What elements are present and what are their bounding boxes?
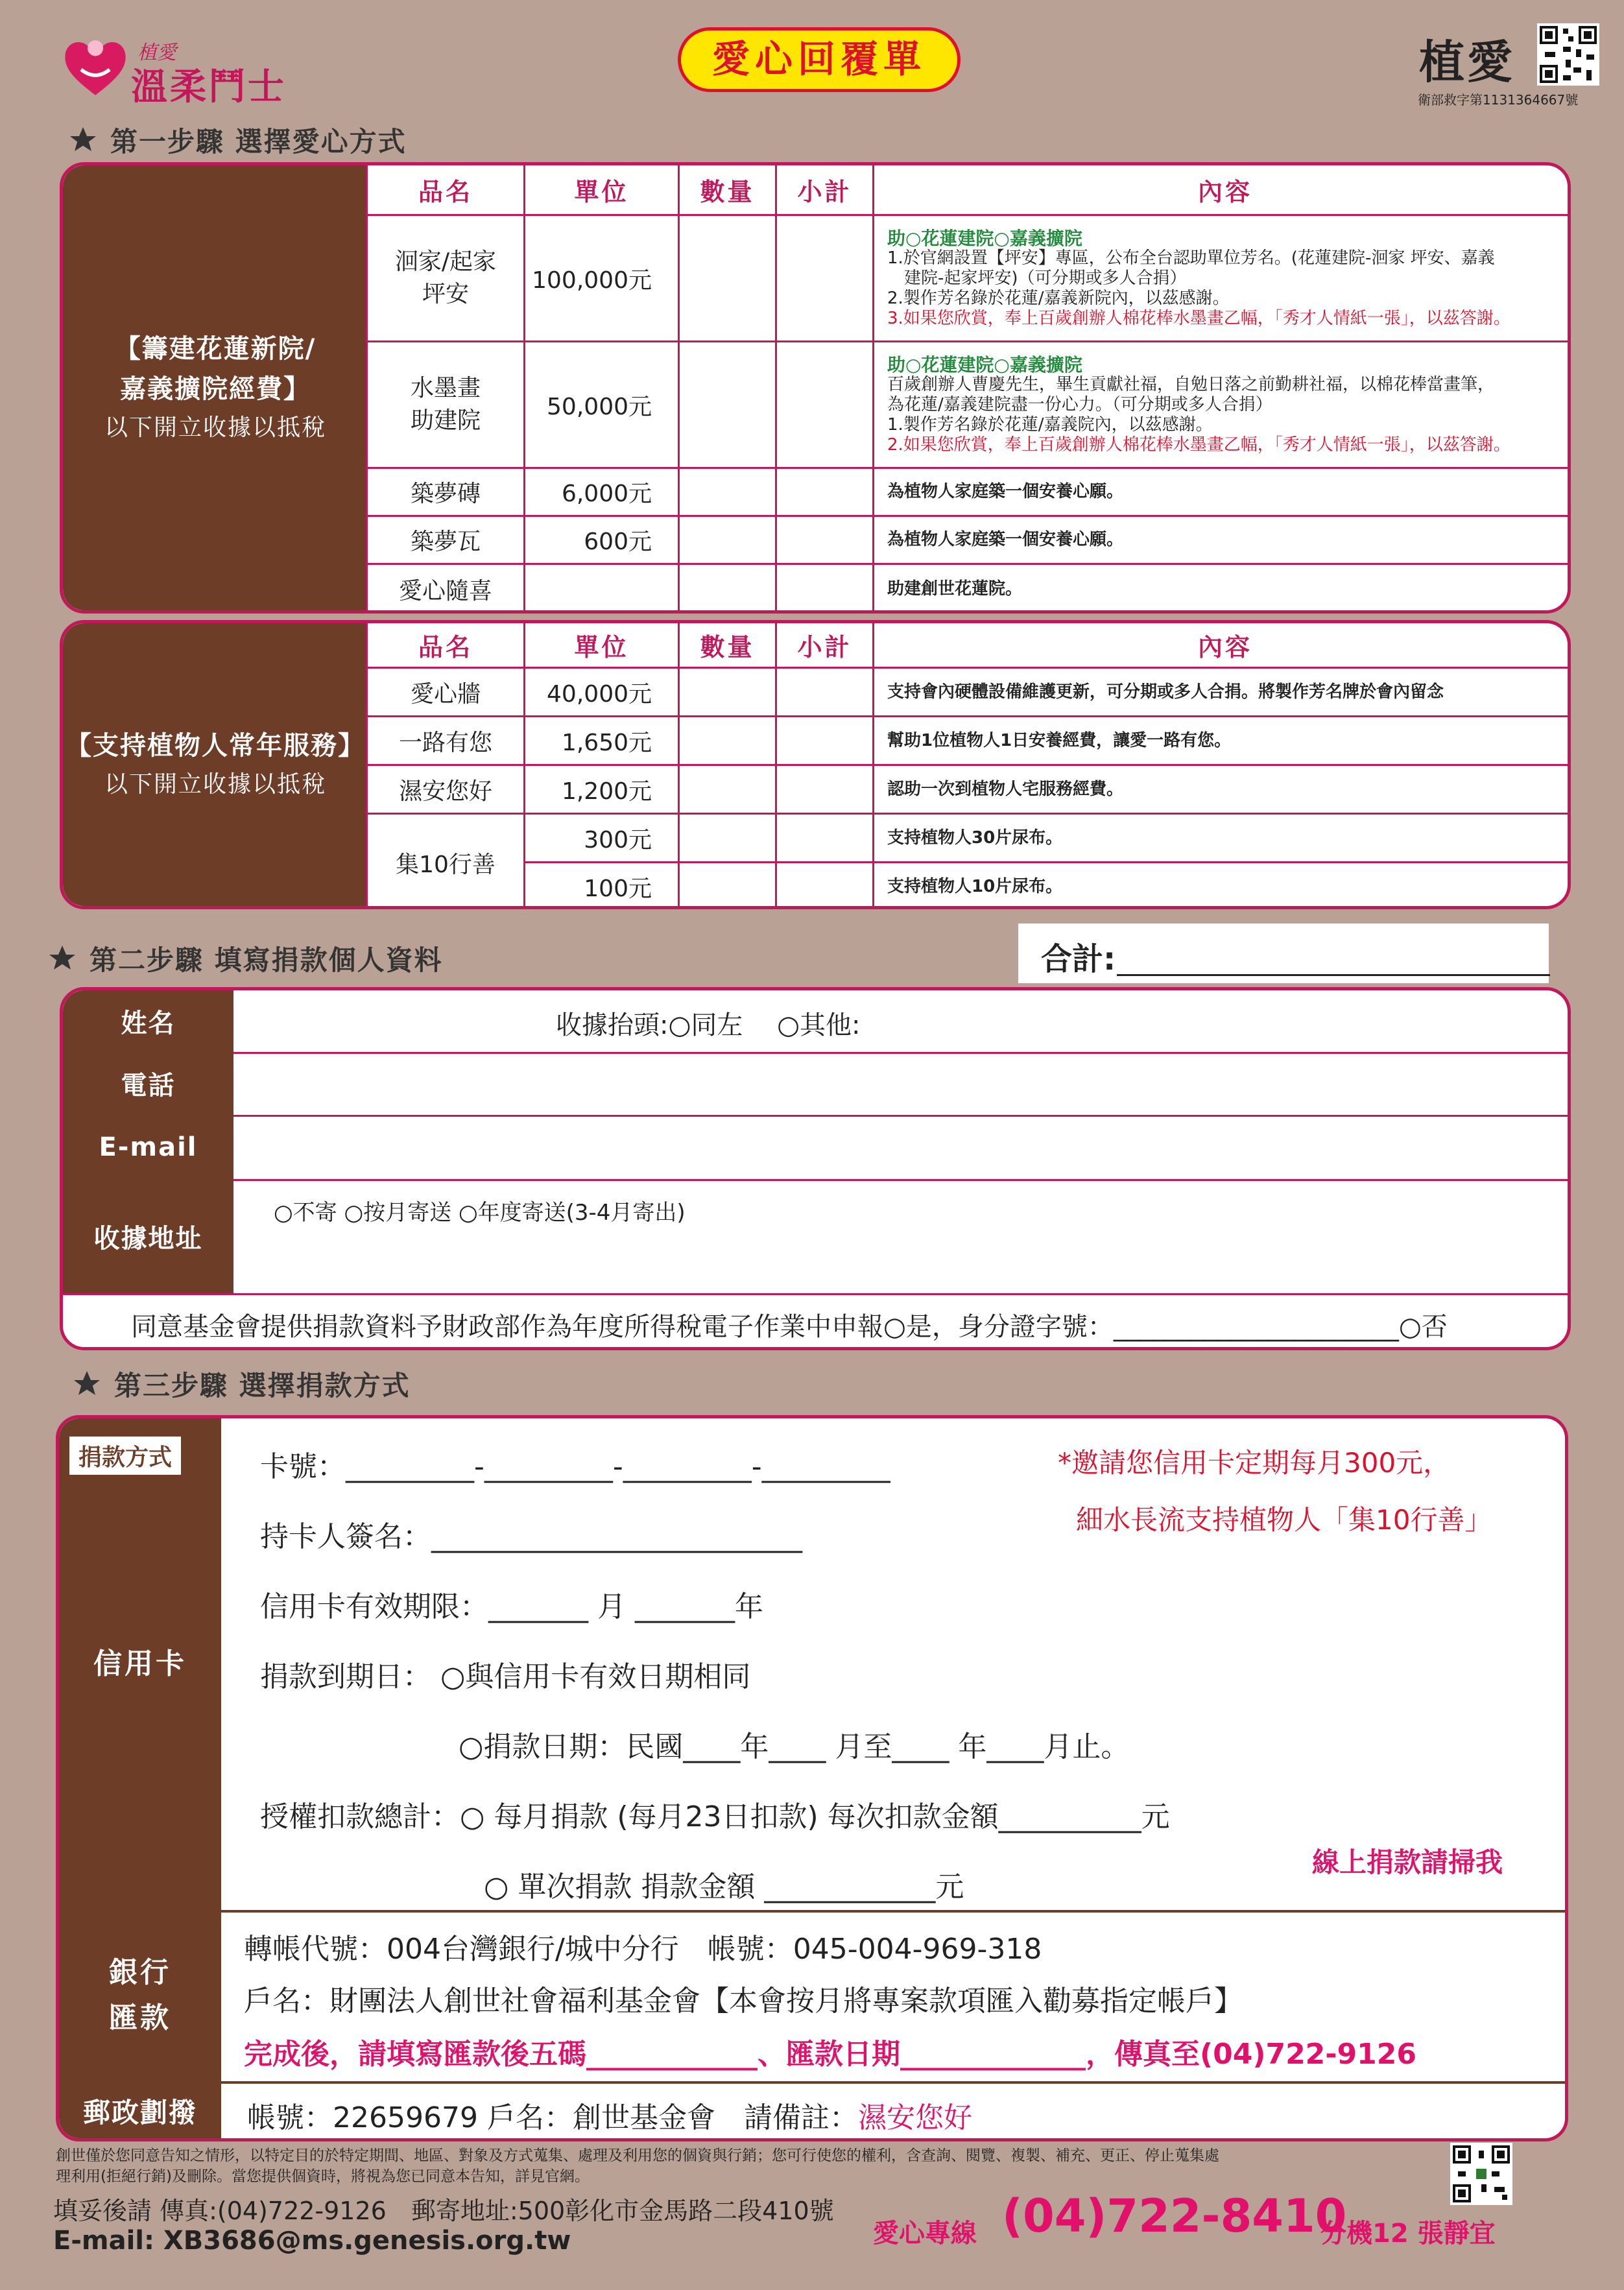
subtotal-cell[interactable] (776, 765, 874, 814)
content-line: 建院-起家坪安)（可分期或多人合捐） (887, 268, 1187, 288)
item-unit: 300元 (525, 814, 679, 863)
heart-logo-icon (60, 32, 131, 104)
content-line: 1.製作芳名錄於花蓮/嘉義院內，以茲感謝。 (887, 414, 1213, 435)
card-number-field[interactable]: 卡號：_________-_________-_________-_________ (260, 1450, 890, 1483)
item-unit: 1,650元 (525, 717, 679, 765)
qty-cell[interactable] (679, 564, 776, 614)
bank-transfer-section (59, 1910, 1565, 2084)
table-row (367, 863, 1571, 910)
qr-code-icon[interactable] (1450, 2143, 1512, 2205)
star-icon (71, 1368, 102, 1400)
qty-cell[interactable] (679, 342, 776, 468)
monthly-donation-option[interactable]: 授權扣款總計：○ 每月捐款 (每月23日扣款) 每次扣款金額__________元 (260, 1800, 1170, 1833)
step2-heading-text: 第二步驟 填寫捐款個人資料 (90, 944, 443, 976)
card-expiry-field[interactable]: 信用卡有效期限：_______ 月 _______年 (260, 1590, 763, 1623)
item-name: 愛心牆 (367, 668, 525, 717)
content-red-line: 3.如果您欣賞，奉上百歲創辦人棉花棒水墨畫乙幅，「秀才人情紙一張」，以茲答謝。 (887, 308, 1511, 328)
table-row (367, 215, 1571, 342)
postal-account-text: 帳號：22659679 戶名：創世基金會 請備註： (247, 2101, 858, 2134)
subtotal-cell[interactable] (776, 516, 874, 564)
step1-heading-text: 第一步驟 選擇愛心方式 (110, 126, 407, 158)
col-header-unit: 單位 (525, 623, 679, 668)
subtotal-cell[interactable] (776, 863, 874, 910)
table-row (367, 516, 1571, 564)
address-label: 收據地址 (63, 1179, 233, 1293)
table-row (367, 342, 1571, 468)
table2-left-panel (63, 623, 368, 906)
item-content (874, 342, 1571, 468)
table-row (367, 717, 1571, 765)
item-name: 愛心隨喜 (367, 564, 525, 614)
payment-methods (56, 1415, 1568, 2141)
content-title: 助○花蓮建院○嘉義擴院 (887, 353, 1082, 376)
subtotal-cell[interactable] (776, 668, 874, 717)
table-row (367, 668, 1571, 717)
hotline-extension: 分機12 張靜宜 (1320, 2219, 1496, 2248)
content-line: 為花蓮/嘉義建院盡一份心力。（可分期或多人合捐） (887, 394, 1272, 414)
table-row (367, 564, 1571, 614)
col-header-unit: 單位 (525, 165, 679, 215)
item-content (874, 215, 1571, 342)
col-header-name: 品名 (367, 165, 525, 215)
subtotal-cell[interactable] (776, 215, 874, 342)
contact-email[interactable]: E-mail: XB3686@ms.genesis.org.tw (53, 2226, 571, 2256)
bank-label-line1: 銀行 (109, 1956, 171, 1989)
subtotal-cell[interactable] (776, 342, 874, 468)
table2-grid (366, 621, 1571, 909)
credit-card-label: 信用卡 (59, 1418, 221, 1910)
content-line: 2.製作芳名錄於花蓮/嘉義新院內，以茲感謝。 (887, 288, 1230, 308)
item-name: 水墨畫 助建院 (367, 342, 525, 468)
privacy-notice (56, 2145, 1444, 2187)
scan-online-hint: 線上捐款請掃我 (1312, 1846, 1503, 1878)
date-range-option[interactable]: ○捐款日期：民國____年____ 月至____ 年____月止。 (459, 1730, 1130, 1763)
privacy-line-2: 理利用(拒絕行銷)及刪除。當您提供個資時，將視為您已同意本告知，詳見官網。 (56, 2168, 590, 2185)
email-row (63, 1115, 1568, 1181)
invite-line-1: *邀請您信用卡定期每月300元， (1058, 1447, 1451, 1479)
content-line: 百歲創辦人曹慶先生，畢生貢獻社福，自勉日落之前勤耕社福，以棉花棒當畫筆， (887, 374, 1495, 394)
col-header-qty: 數量 (679, 623, 776, 668)
item-name: 築夢磚 (367, 468, 525, 516)
subtotal-cell[interactable] (776, 717, 874, 765)
hotline-label: 愛心專線 (873, 2219, 977, 2248)
col-header-content: 內容 (874, 165, 1571, 215)
item-name: 一路有您 (367, 717, 525, 765)
item-name: 集10行善 (367, 814, 525, 910)
name-label: 姓名 (63, 990, 233, 1052)
total-label: 合計: (1041, 941, 1116, 977)
phone-label: 電話 (63, 1052, 233, 1115)
logo-small-text: 植愛 (137, 42, 176, 64)
col-header-subtotal: 小計 (776, 623, 874, 668)
item-content: 為植物人家庭築一個安養心願。 (874, 516, 1571, 564)
qty-cell[interactable] (679, 468, 776, 516)
item-unit: 100,000元 (525, 215, 679, 342)
privacy-line-1: 創世僅於您同意告知之情形，以特定目的於特定期間、地區、對象及方式蒐集、處理及利用您的個資與行銷；您可行使您的權利，含查詢、閱覽、複製、補充、更正、停止蒐集處 (56, 2147, 1219, 2164)
item-name: 洄家/起家 坪安 (367, 215, 525, 342)
personal-info-form (60, 987, 1571, 1350)
item-name: 築夢瓦 (367, 516, 525, 564)
hotline-number[interactable]: (04)722-8410 (1002, 2189, 1347, 2243)
item-unit: 40,000元 (525, 668, 679, 717)
postal-note: 濕安您好 (857, 2101, 972, 2134)
bank-account-name: 戶名：財團法人創世社會福利基金會【本會按月將專案款項匯入勸募指定帳戶】 (244, 1985, 1243, 2018)
qty-cell[interactable] (679, 765, 776, 814)
email-label: E-mail (63, 1115, 233, 1179)
content-red-line: 2.如果您欣賞，奉上百歲創辦人棉花棒水墨畫乙幅，「秀才人情紙一張」，以茲答謝。 (887, 435, 1511, 455)
item-content: 為植物人家庭築一個安養心願。 (874, 468, 1571, 516)
brand-name: 植愛 (1419, 35, 1515, 89)
table1-title-line2: 嘉義擴院經費】 (120, 374, 311, 404)
cardholder-signature-field[interactable]: 持卡人簽名：__________________________ (260, 1520, 802, 1553)
item-content: 支持植物人30片尿布。 (874, 814, 1571, 863)
donation-table-2 (60, 620, 1571, 909)
postal-transfer-section (59, 2081, 1565, 2141)
tax-consent[interactable]: 同意基金會提供捐款資料予財政部作為年度所得稅電子作業中申報○是，身分證字號：______________________○否 (131, 1312, 1448, 1342)
end-date-option[interactable]: 捐款到期日： ○與信用卡有效日期相同 (260, 1660, 751, 1693)
item-unit: 6,000元 (525, 468, 679, 516)
qty-cell[interactable] (679, 814, 776, 863)
logo (60, 26, 306, 110)
table-row (367, 765, 1571, 814)
table2-title: 【支持植物人常年服務】 (66, 731, 365, 761)
subtotal-cell[interactable] (776, 468, 874, 516)
item-content: 支持會內硬體設備維護更新，可分期或多人合捐。將製作芳名牌於會內留念 (874, 668, 1571, 717)
single-donation-option[interactable]: ○ 單次捐款 捐款金額 ____________元 (484, 1870, 964, 1903)
page-title: 愛心回覆單 (678, 27, 961, 92)
phone-row (63, 1052, 1568, 1117)
col-header-content: 內容 (874, 623, 1571, 668)
qty-cell[interactable] (679, 863, 776, 910)
col-header-qty: 數量 (679, 165, 776, 215)
item-content: 認助一次到植物人宅服務經費。 (874, 765, 1571, 814)
table-row (367, 814, 1571, 863)
item-content: 幫助1位植物人1日安養經費，讓愛一路有您。 (874, 717, 1571, 765)
postal-label: 郵政劃撥 (59, 2081, 221, 2141)
table-row (367, 468, 1571, 516)
credit-card-section (59, 1418, 1565, 1913)
donation-table-1 (60, 162, 1571, 614)
item-name: 濕安您好 (367, 765, 525, 814)
fax-address: 填妥後請 傳真:(04)722-9126 郵寄地址:500彰化市金馬路二段410號 (53, 2197, 834, 2225)
qty-cell[interactable] (679, 717, 776, 765)
bank-account-info: 轉帳代號：004台灣銀行/城中分行 帳號：045-004-969-318 (244, 1933, 1042, 1966)
table1-title-line1: 【籌建花蓮新院/ (114, 334, 316, 364)
logo-title: 溫柔鬥士 (131, 66, 287, 108)
table1-grid (366, 163, 1571, 614)
subtotal-cell[interactable] (776, 564, 874, 614)
receipt-title-option[interactable]: 收據抬頭:○同左 ○其他: (556, 1010, 861, 1040)
step3-heading-text: 第三步驟 選擇捐款方式 (114, 1370, 411, 1401)
step1-heading (67, 121, 407, 160)
invite-line-2: 細水長流支持植物人「集10行善」 (1076, 1504, 1492, 1536)
star-icon (47, 943, 78, 974)
content-line: 1.於官網設置【坪安】專區，公布全台認助單位芳名。(花蓮建院-洄家 坪安、嘉義 (887, 248, 1495, 268)
table2-subtitle: 以下開立收據以抵稅 (104, 771, 326, 798)
total-input[interactable] (1117, 974, 1550, 976)
qr-code-icon[interactable] (1537, 23, 1599, 86)
table1-left-panel (63, 165, 368, 610)
bank-label (59, 1910, 221, 2081)
bank-label-line2: 匯款 (109, 2001, 171, 2034)
method-tag: 捐款方式 (69, 1437, 181, 1475)
postal-account-info (247, 2094, 972, 2136)
qty-cell[interactable] (679, 516, 776, 564)
item-unit (525, 564, 679, 614)
qty-cell[interactable] (679, 668, 776, 717)
item-unit: 100元 (525, 863, 679, 910)
item-content: 助建創世花蓮院。 (874, 564, 1571, 614)
table1-subtitle: 以下開立收據以抵稅 (104, 414, 326, 441)
item-unit: 1,200元 (525, 765, 679, 814)
permit-number: 衛部救字第1131364667號 (1418, 92, 1579, 108)
content-title: 助○花蓮建院○嘉義擴院 (887, 227, 1082, 249)
subtotal-cell[interactable] (776, 814, 874, 863)
item-unit: 50,000元 (525, 342, 679, 468)
col-header-name: 品名 (367, 623, 525, 668)
col-header-subtotal: 小計 (776, 165, 874, 215)
name-row (63, 990, 1568, 1054)
receipt-mailing-option[interactable]: ○不寄 ○按月寄送 ○年度寄送(3-4月寄出) (274, 1200, 686, 1226)
bank-transfer-instructions[interactable]: 完成後，請填寫匯款後五碼____________、匯款日期_____________，傳真至(04)722-9126 (244, 2038, 1417, 2071)
step2-heading (47, 939, 443, 978)
star-icon (67, 125, 99, 156)
qty-cell[interactable] (679, 215, 776, 342)
step3-heading (71, 1365, 411, 1403)
item-unit: 600元 (525, 516, 679, 564)
address-row (63, 1179, 1568, 1295)
item-content: 支持植物人10片尿布。 (874, 863, 1571, 910)
